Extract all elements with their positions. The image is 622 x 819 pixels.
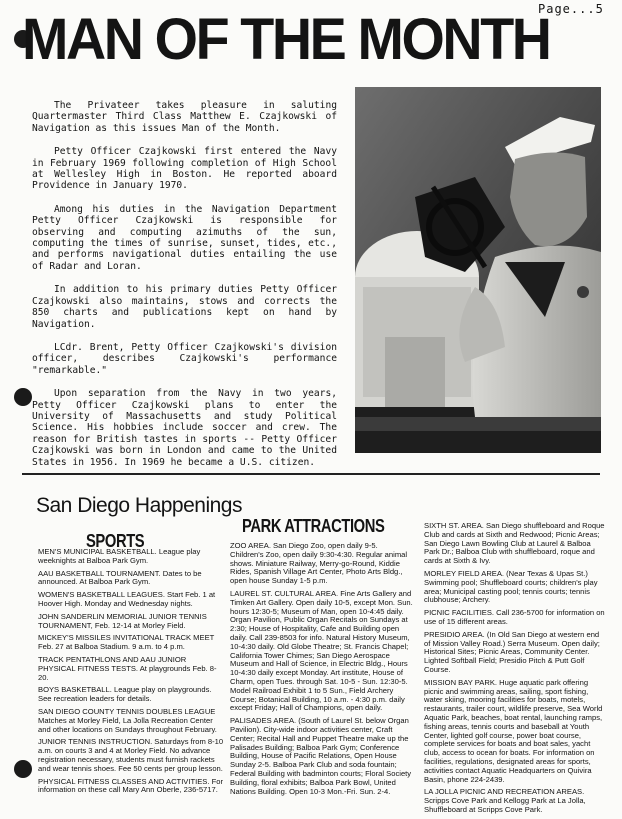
- binder-hole-icon: [14, 388, 32, 406]
- list-item: MISSION BAY PARK. Huge aquatic park offering picnic and swimming areas, sailing, sport fishing, water skiing, mooring facilities for boats, motels, restaurants, trailer court, wildlife preserve, Sea World Aquatic Park, beaches, boat rental, launching ramps, fishing areas, tennis courts and baseball at Youth Center, lighted golf course, power boat course, complete services for boats and boat sales, yacht club, access to ocean for boats. For information on facilities, regulations, designated areas for sports, activities contact Aquatic Headquarters on Quivira Basin, phone 224-2439.: [424, 677, 603, 784]
- list-item: TRACK PENTATHLONS AND AAU JUNIOR PHYSICAL FITNESS TESTS. At playgrounds Feb. 8-20.: [38, 654, 217, 682]
- page-title: MAN OF THE MONTH: [22, 7, 550, 72]
- binder-hole-icon: [14, 760, 32, 778]
- more-column: [424, 522, 606, 819]
- list-item: LAUREL ST. CULTURAL AREA. Fine Arts Gallery and Timken Art Gallery. Open daily 10-5, except Mon. Sun. hours 12:30-5; Museum of Man, open 10-4:45 daily. Organ Pavilion, Public Organ Recitals on Sundays at 2:30; House of Hospitality, Cafe and Building open daily. Call 239-8503 for info. Natural History Museum, 10-4:30 daily. Old Globe Theatre; St. Francis Chapel; California Tower Chimes; San Diego Aerospace Museum and Hall of Science, in Electric Bldg., Hours 10-4:30 daily except Monday. Art institute, House of Charm, open Tues. through Sat. 10-5 - Sun. 12:30-5. Model Railroad Exhibit 1 to 5 Sun., Field Archery Course; Botanical Building, 10 a.m. - 4:30 p.m. daily except Friday; Hall of Champions, open daily.: [230, 588, 413, 713]
- list-item: MICKEY'S MISSILES INVITATIONAL TRACK MEET Feb. 27 at Balboa Stadium. 9 a.m. to 4 p.m.: [38, 633, 215, 652]
- section-title: San Diego Happenings: [36, 494, 242, 517]
- park-heading: PARK ATTRACTIONS: [242, 516, 385, 536]
- list-item: BOYS BASKETBALL. League play on playgrounds. See recreation leaders for details.: [38, 685, 212, 704]
- sports-column: [38, 548, 224, 799]
- list-item: PHYSICAL FITNESS CLASSES AND ACTIVITIES. For information on these call Mary Ann Oberle, 236-5717.: [38, 776, 223, 795]
- article-paragraph: The Privateer takes pleasure in saluting Quartermaster Third Class Matthew E. Czajkowski of Navigation as this issues Man of the Month.: [32, 100, 337, 134]
- sports-heading: SPORTS: [86, 531, 145, 551]
- list-item: PALISADES AREA. (South of Laurel St. below Organ Pavilion). City-wide indoor activities center, Craft Center; Recital Hall and Puppet Theatre make up the Palisades Building; Balboa Park Gym; Conference Building, House of Pacific Relations, Open House Sunday 2-5. Balboa Park Club and soda fountain; Federal Building with badminton courts; Floral Society Building, floral exhibits; Balboa Park Bowl, United Nations Building. Open 10-3 Mon.-Fri. Sun. 2-4.: [230, 716, 412, 796]
- page-number: Page...5: [538, 2, 604, 16]
- list-item: JOHN SANDERLIN MEMORIAL JUNIOR TENNIS TOURNAMENT, Feb. 12-14 at Morley Field.: [38, 611, 207, 630]
- park-column: [230, 542, 413, 800]
- section-divider: [22, 473, 600, 475]
- list-item: WOMEN'S BASKETBALL LEAGUES. Start Feb. 1 at Hoover High. Monday and Wednesday nights.: [38, 590, 216, 608]
- list-item: LA JOLLA PICNIC AND RECREATION AREAS. Scripps Cove Park and Kellogg Park at La Jolla, Shuffleboard at Scripps Cove Park.: [424, 787, 586, 814]
- list-item: MEN'S MUNICIPAL BASKETBALL. League play weeknights at Balboa Park Gym.: [38, 547, 201, 565]
- sailor-sextant-photo: [355, 87, 601, 453]
- list-item: PICNIC FACILITIES. Call 236-5700 for information on use of 15 different areas.: [424, 608, 605, 626]
- list-item: JUNIOR TENNIS INSTRUCTION. Saturdays from 8-10 a.m. on courts 3 and 4 at Morley Field. No advance registration necessary, students must furnish rackets and wear tennis shoes. Fee 50 cents per group lesson.: [38, 737, 224, 773]
- list-item: ZOO AREA. San Diego Zoo, open daily 9-5. Children's Zoo, open daily 9:30-4:30. Regular animal shows. Miniature Railway, Merry-go-Round, Kiddie Rides, Spanish Village Art Center, Photo Arts Bldg., open house Sunday 1-5 p.m.: [230, 541, 408, 586]
- list-item: MORLEY FIELD AREA. (Near Texas & Upas St.) Swimming pool; Shuffleboard courts; children's play area; Municipal casting pool; tennis courts; tennis clubhouse; Archery.: [424, 568, 598, 605]
- list-item: AAU BASKETBALL TOURNAMENT. Dates to be announced. At Balboa Park Gym.: [38, 568, 202, 587]
- article-paragraph: Upon separation from the Navy in two years, Petty Officer Czajkowski plans to enter the University of Massachusetts and study Political Science. His hobbies include soccer and crew. The reason for British tastes in sports -- Petty Officer Czajkowski was born in London and came to the United States in 1956. In 1969 he became a U.S. citizen.: [32, 388, 337, 468]
- list-item: SAN DIEGO COUNTY TENNIS DOUBLES LEAGUE Matches at Morley Field, La Jolla Recreation Center and other locations on Sundays throughout February.: [38, 706, 217, 734]
- article-body: [32, 100, 337, 480]
- list-item: SIXTH ST. AREA. San Diego shuffleboard and Roque Club and cards at Sixth and Redwood; Picnic Areas; San Diego Lawn Bowling Club at Laurel & Balboa Park Dr.; Balboa Club with shuffleboard, roque and cards at Sixth & Ivy.: [424, 521, 605, 566]
- article-paragraph: Petty Officer Czajkowski first entered the Navy in February 1969 following completion of High School at Wellesley High in Boston. He reported aboard Providence in January 1970.: [32, 146, 337, 192]
- list-item: PRESIDIO AREA. (In Old San Diego at western end of Mission Valley Road.) Serra Museum. Open daily; Historical Sites; Picnic Areas, Community Center. Lighted Softball Field; Presidio Pitch & Putt Golf Course.: [424, 629, 600, 674]
- article-paragraph: Among his duties in the Navigation Department Petty Officer Czajkowski is responsible for observing and computing azimuths of the sun, computing the times of sunrise, sunset, tides, etc., and performs navigational duties entailing the use of Radar and Loran.: [32, 203, 337, 272]
- article-paragraph: LCdr. Brent, Petty Officer Czajkowski's division officer, describes Czajkowski's performance "remarkable.": [32, 341, 337, 376]
- article-paragraph: In addition to his primary duties Petty Officer Czajkowski also maintains, stows and corrects the 850 charts and publications kept on hand by Navigation.: [32, 284, 337, 330]
